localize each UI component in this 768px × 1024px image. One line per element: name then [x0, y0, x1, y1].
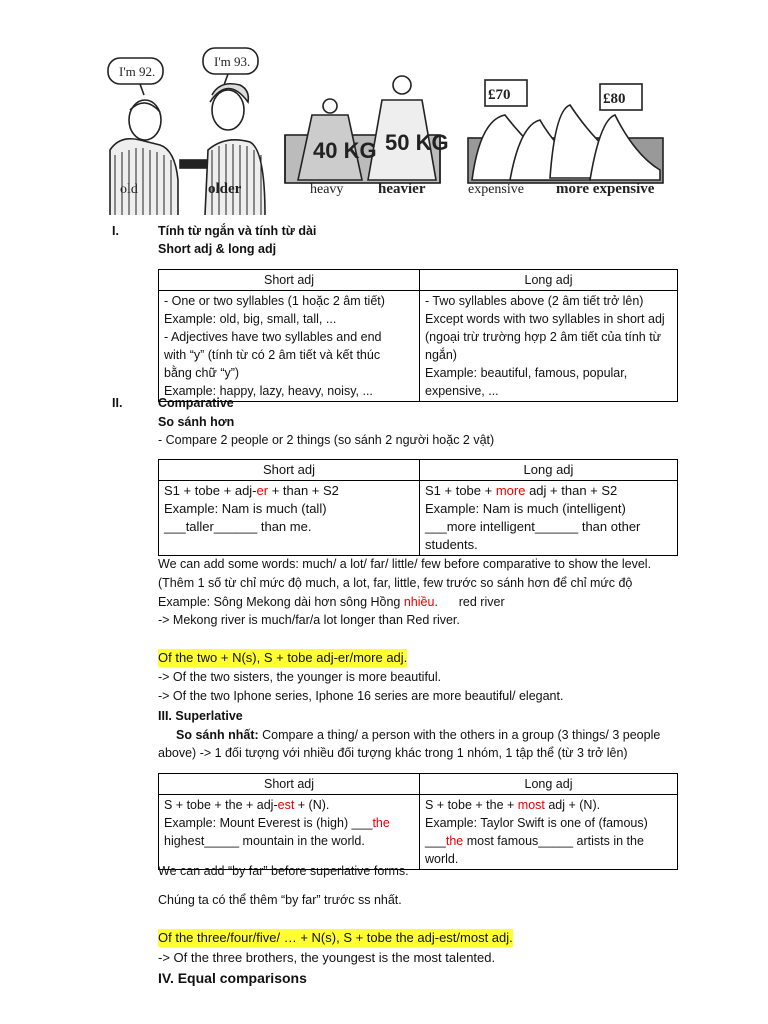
- superlative-table: [158, 773, 678, 870]
- price-80: £80: [603, 91, 626, 107]
- bubble-93: I'm 93.: [214, 54, 251, 69]
- formula-more: more: [495, 483, 526, 498]
- section3-desc-1: [176, 726, 660, 744]
- caption-expensive: expensive: [468, 182, 524, 197]
- formula-part: S + tobe + the +: [425, 798, 518, 812]
- caption-more-expensive: more expensive: [556, 181, 655, 197]
- table3-long-formula: [425, 796, 672, 814]
- section3-title: III. Superlative: [158, 709, 243, 723]
- table3-short-example: [164, 814, 414, 832]
- formula-part: S1 + tobe + adj-: [164, 483, 257, 498]
- table2-long-answer: ___more intelligent______ than other: [425, 519, 641, 534]
- table1-short-line: bằng chữ “y”): [164, 366, 240, 380]
- formula-part: adj + than + S2: [525, 483, 618, 498]
- table2-header-short: Short adj: [159, 460, 420, 481]
- table2-long-formula: [425, 482, 672, 500]
- table1-long-cell: [420, 291, 678, 402]
- example-red-word: nhiều: [403, 595, 435, 609]
- table1-long-line: (ngoại trừ trường hợp 2 âm tiết của tính từ: [425, 330, 662, 344]
- section2-number: II.: [112, 396, 123, 410]
- table3-header-long: Long adj: [420, 774, 678, 795]
- formula-most: most: [517, 798, 545, 812]
- formula-part: + than + S2: [268, 483, 339, 498]
- table3-long-cell: [420, 795, 678, 870]
- example-part: . red river: [434, 595, 505, 609]
- section2-note-1: We can add some words: much/ a lot/ far/ little/ few before comparative to show the level.: [158, 557, 652, 571]
- example-part: Example: Mount Everest is (high) ___: [164, 816, 373, 830]
- section2-title-vi: So sánh hơn: [158, 415, 235, 429]
- answer-part: ___: [425, 834, 446, 848]
- table2-short-answer: ___taller______ than me.: [164, 519, 312, 534]
- table1-long-line: expensive, ...: [425, 384, 499, 398]
- table3-short-formula: [164, 796, 414, 814]
- section2-example-answer: -> Mekong river is much/far/a lot longer than Red river.: [158, 613, 460, 627]
- table2-header-long: Long adj: [420, 460, 678, 481]
- section1-title-en: Short adj & long adj: [158, 242, 277, 256]
- section4-title: IV. Equal comparisons: [158, 970, 307, 986]
- table3-long-answer: [425, 832, 672, 850]
- table2-long-example: Example: Nam is much (intelligent): [425, 501, 626, 516]
- caption-old: old: [120, 182, 138, 197]
- section1-title-vi: Tính từ ngắn và tính từ dài: [158, 224, 317, 238]
- table1-long-line: ngắn): [425, 348, 457, 362]
- table1-long-line: - Two syllables above (2 âm tiết trở lên): [425, 294, 644, 308]
- caption-heavy: heavy: [310, 182, 344, 197]
- section2-example-1: -> Of the two sisters, the younger is more beautiful.: [158, 670, 442, 684]
- table2-short-formula: [164, 482, 414, 500]
- weight-40: 40 KG: [313, 138, 377, 163]
- formula-suffix-est: est: [277, 798, 295, 812]
- section2-title-en: Comparative: [158, 396, 234, 410]
- section3-highlight-rule: Of the three/four/five/ … + N(s), S + tobe the adj-est/most adj.: [158, 930, 513, 945]
- section3-desc-2: above) -> 1 đối tượng với nhiều đối tượng khác trong 1 nhóm, 1 tập thể (từ 3 trở lên): [158, 746, 628, 760]
- table1-header-long: Long adj: [420, 270, 678, 291]
- section3-desc-text: Compare a thing/ a person with the others in a group (3 things/ 3 people: [258, 728, 661, 742]
- table2-long-answer-cont: students.: [425, 537, 478, 552]
- section2-example-2: -> Of the two Iphone series, Iphone 16 series are more beautiful/ elegant.: [158, 689, 564, 703]
- formula-part: adj + (N).: [544, 798, 601, 812]
- section2-highlight-rule: Of the two + N(s), S + tobe adj-er/more adj.: [158, 650, 408, 665]
- weight-50: 50 KG: [385, 130, 449, 155]
- table3-header-short: Short adj: [159, 774, 420, 795]
- caption-older: older: [208, 181, 242, 197]
- table2-long-cell: [420, 481, 678, 556]
- table2-short-cell: [159, 481, 420, 556]
- short-long-table: [158, 269, 678, 402]
- formula-part: S1 + tobe +: [425, 483, 496, 498]
- section3-note-1: We can add “by far” before superlative forms.: [158, 864, 409, 878]
- comparison-illustration: [100, 40, 670, 215]
- table1-header-short: Short adj: [159, 270, 420, 291]
- bubble-92: I'm 92.: [119, 64, 156, 79]
- example-red-the: the: [372, 816, 390, 830]
- table1-short-line: - Adjectives have two syllables and end: [164, 330, 382, 344]
- answer-part: most famous_____ artists in the: [463, 834, 644, 848]
- section2-desc: - Compare 2 people or 2 things (so sánh 2 người hoặc 2 vật): [158, 433, 495, 447]
- section2-example: [158, 593, 505, 611]
- table1-short-line: Example: old, big, small, tall, ...: [164, 312, 337, 326]
- example-part: Example: Sông Mekong dài hơn sông Hồng: [158, 595, 404, 609]
- table3-long-example: Example: Taylor Swift is one of (famous): [425, 816, 648, 830]
- table3-short-answer: highest_____ mountain in the world.: [164, 834, 365, 848]
- table3-long-answer-cont: world.: [425, 852, 459, 866]
- price-70: £70: [488, 87, 511, 103]
- table1-long-line: Except words with two syllables in short adj: [425, 312, 665, 326]
- comparative-table: [158, 459, 678, 556]
- table1-short-line: with “y” (tính từ có 2 âm tiết và kết thúc: [164, 348, 381, 362]
- section3-example: -> Of the three brothers, the youngest is the most talented.: [158, 950, 496, 965]
- table1-long-line: Example: beautiful, famous, popular,: [425, 366, 628, 380]
- section3-note-2: Chúng ta có thể thêm “by far” trước ss nhất.: [158, 893, 402, 907]
- table1-short-cell: [159, 291, 420, 402]
- table1-short-line: - One or two syllables (1 hoặc 2 âm tiết): [164, 294, 385, 308]
- section1-number: I.: [112, 224, 119, 238]
- formula-suffix-er: er: [256, 483, 269, 498]
- answer-red-the: the: [445, 834, 464, 848]
- table2-short-example: Example: Nam is much (tall): [164, 501, 327, 516]
- formula-part: + (N).: [294, 798, 330, 812]
- section3-label: So sánh nhất:: [176, 728, 259, 742]
- section2-note-2: (Thêm 1 số từ chỉ mức độ much, a lot, far, little, few trước so sánh hơn để chỉ mức độ: [158, 576, 633, 590]
- caption-heavier: heavier: [378, 181, 426, 197]
- table1-short-line: Example: happy, lazy, heavy, noisy, ...: [164, 384, 373, 398]
- formula-part: S + tobe + the + adj-: [164, 798, 278, 812]
- table3-short-cell: [159, 795, 420, 870]
